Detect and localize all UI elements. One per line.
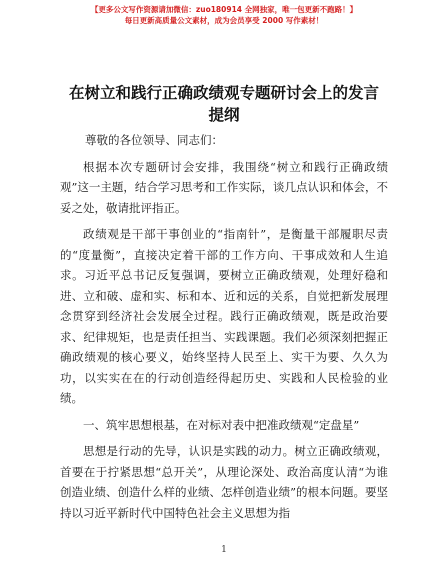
intro-paragraph: 根据本次专题研讨会安排，我围绕“树立和践行正确政绩观”这一主题，结合学习思考和工作实际，谈几点认识和体会，不妥之处，敬请批评指正。 (60, 159, 388, 215)
title-line-1: 在树立和践行正确政绩观专题研讨会上的发言 (68, 84, 379, 102)
document-title (40, 82, 408, 126)
body-paragraph: 政绩观是干部干事创业的“指南针”，是衡量干部履职尽责的“度量衡”，直接决定着干部的工作方向、干事成效和人生追求。习近平总书记反复强调，要树立正确政绩观，处理好稳和进、立和破、虚和实、标和本、近和远的关系，自觉把新发展理念贯穿到经济社会发展全过程。践行正确政绩观，既是政治要求、纪律规矩，也是责任担当、实践课题。我们必须深刻把握正确政绩观的核心要义，始终坚持人民至上、实干为要、久久为功，以实实在在的行动创造经得起历史、实践和人民检验的业绩。 (60, 227, 388, 405)
salutation: 尊敬的各位领导、同志们： (85, 133, 223, 147)
page-number: 1 (221, 545, 227, 555)
title-line-2: 提纲 (208, 106, 240, 124)
document-body (60, 130, 388, 529)
promo-banner (0, 4, 448, 26)
promo-line-1: 【更多公文写作资源请加微信：zuo180914 全网独家，唯一包更新不跑路！】 (90, 5, 358, 14)
section-paragraph: 思想是行动的先导，认识是实践的动力。树立正确政绩观，首要在于拧紧思想“总开关”，从理论深处、政治高度认清“为谁创造业绩、创造什么样的业绩、怎样创造业绩”的根本问题。要坚持以习近平新时代中国特色社会主义思想为指 (60, 444, 388, 520)
section-heading: 一、筑牢思想根基，在对标对表中把准政绩观“定盘星” (83, 417, 360, 432)
promo-line-2: 每日更新高质量公文素材，成为会员享受 2000 写作素材！ (124, 16, 324, 25)
